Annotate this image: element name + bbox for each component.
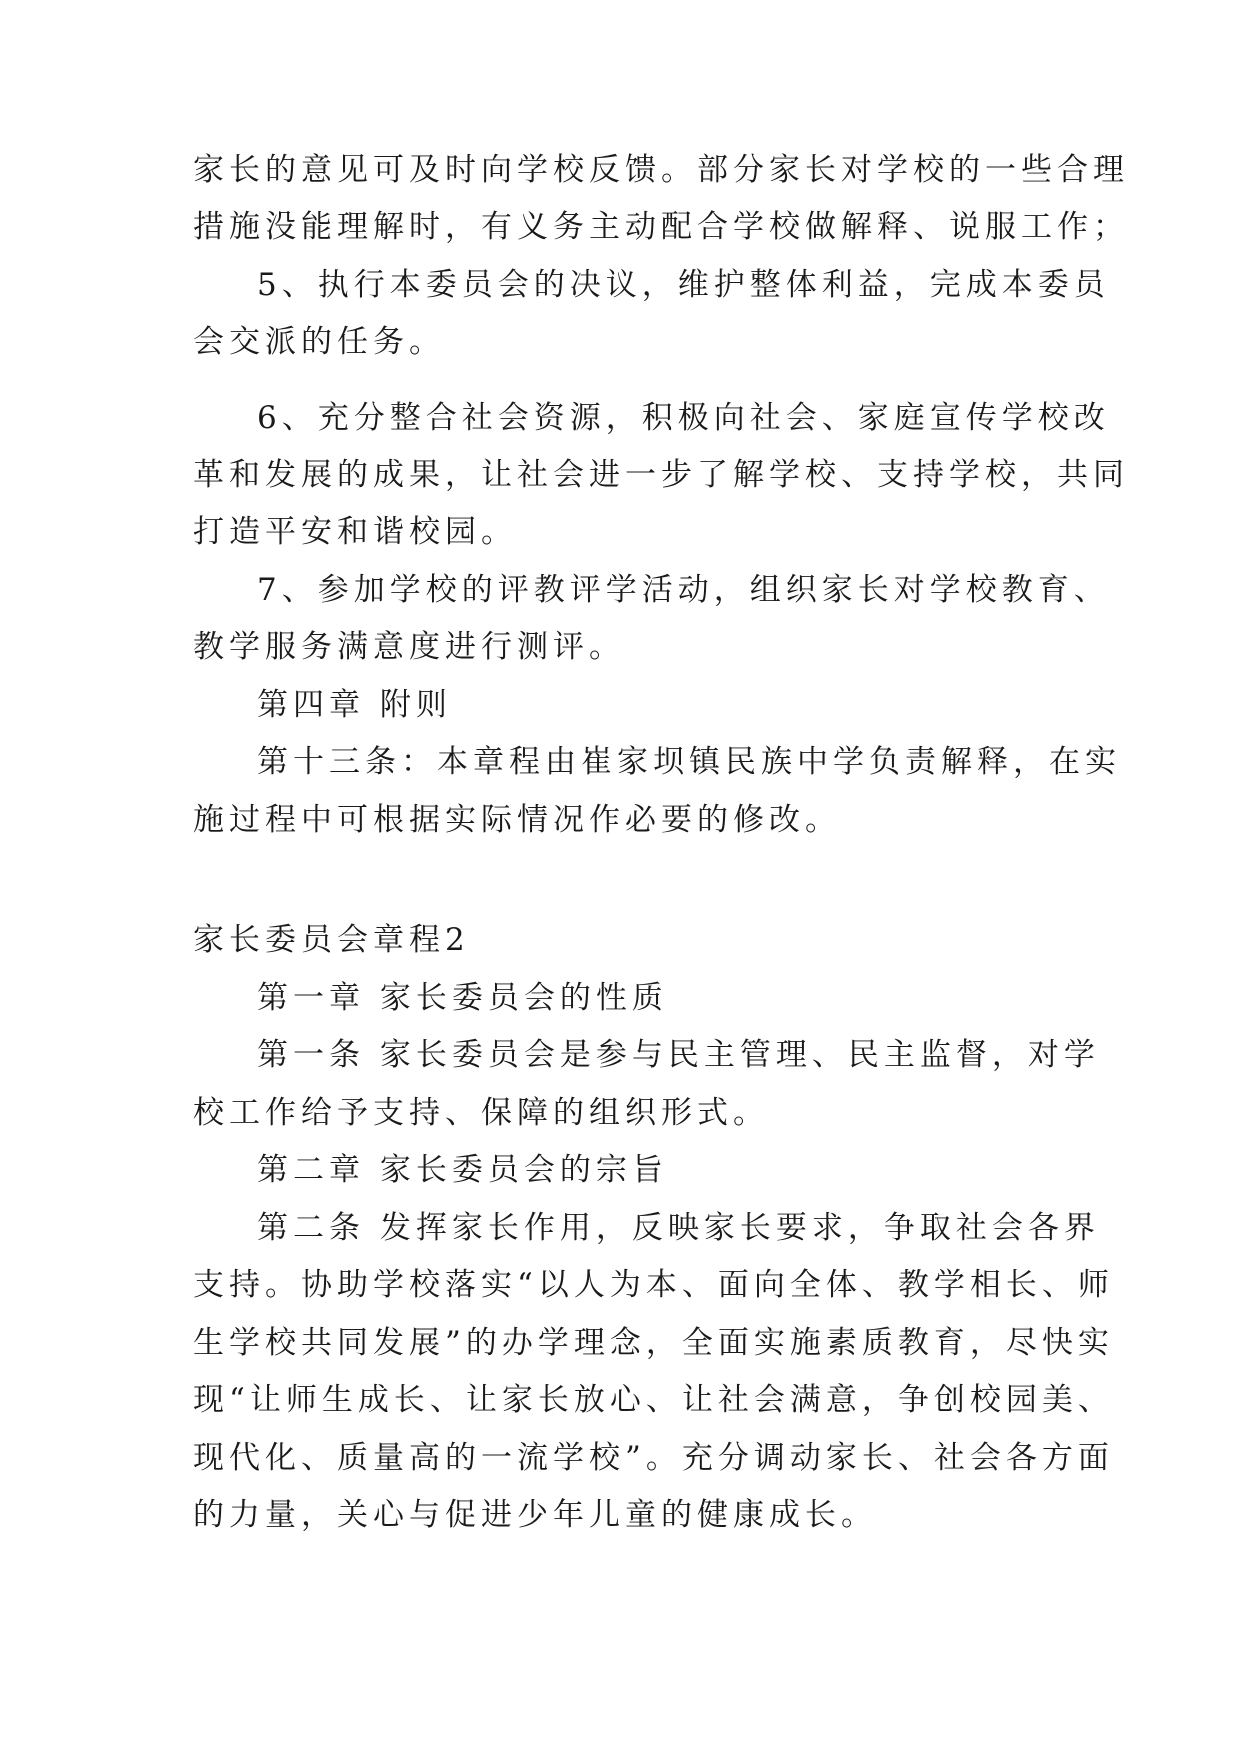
text-line: 生学校共同发展”的办学理念，全面实施素质教育，尽快实 <box>193 1325 1114 1361</box>
text-line: 会交派的任务。 <box>193 324 445 360</box>
text-line: 的力量，关心与促进少年儿童的健康成长。 <box>193 1497 877 1533</box>
text-line: 措施没能理解时，有义务主动配合学校做解释、说服工作； <box>193 209 1129 245</box>
section-heading: 第一章 家长委员会的性质 <box>257 980 668 1016</box>
text-line: 打造平安和谐校园。 <box>193 514 517 550</box>
text-line: 革和发展的成果，让社会进一步了解学校、支持学校，共同 <box>193 457 1129 493</box>
text-line: 教学服务满意度进行测评。 <box>193 629 625 665</box>
text-line: 第十三条：本章程由崔家坝镇民族中学负责解释，在实 <box>257 744 1121 780</box>
text-line: 现代化、质量高的一流学校”。充分调动家长、社会各方面 <box>193 1440 1114 1476</box>
text-line: 现“让师生成长、让家长放心、让社会满意，争创校园美、 <box>193 1382 1114 1418</box>
text-line: 支持。协助学校落实“以人为本、面向全体、教学相长、师 <box>193 1267 1114 1303</box>
text-line: 校工作给予支持、保障的组织形式。 <box>193 1095 769 1131</box>
text-line: 施过程中可根据实际情况作必要的修改。 <box>193 802 841 838</box>
text-line: 家长的意见可及时向学校反馈。部分家长对学校的一些合理 <box>193 152 1129 188</box>
text-line: 6、充分整合社会资源，积极向社会、家庭宣传学校改 <box>257 400 1110 436</box>
text-line: 第二条 发挥家长作用，反映家长要求，争取社会各界 <box>257 1210 1100 1246</box>
text-line: 7、参加学校的评教评学活动，组织家长对学校教育、 <box>257 572 1110 608</box>
text-line: 5、执行本委员会的决议，维护整体利益，完成本委员 <box>257 267 1110 303</box>
section-heading: 第四章 附则 <box>257 687 452 723</box>
text-line: 第一条 家长委员会是参与民主管理、民主监督，对学 <box>257 1037 1100 1073</box>
section-heading: 第二章 家长委员会的宗旨 <box>257 1152 668 1188</box>
document-title: 家长委员会章程2 <box>193 922 470 958</box>
